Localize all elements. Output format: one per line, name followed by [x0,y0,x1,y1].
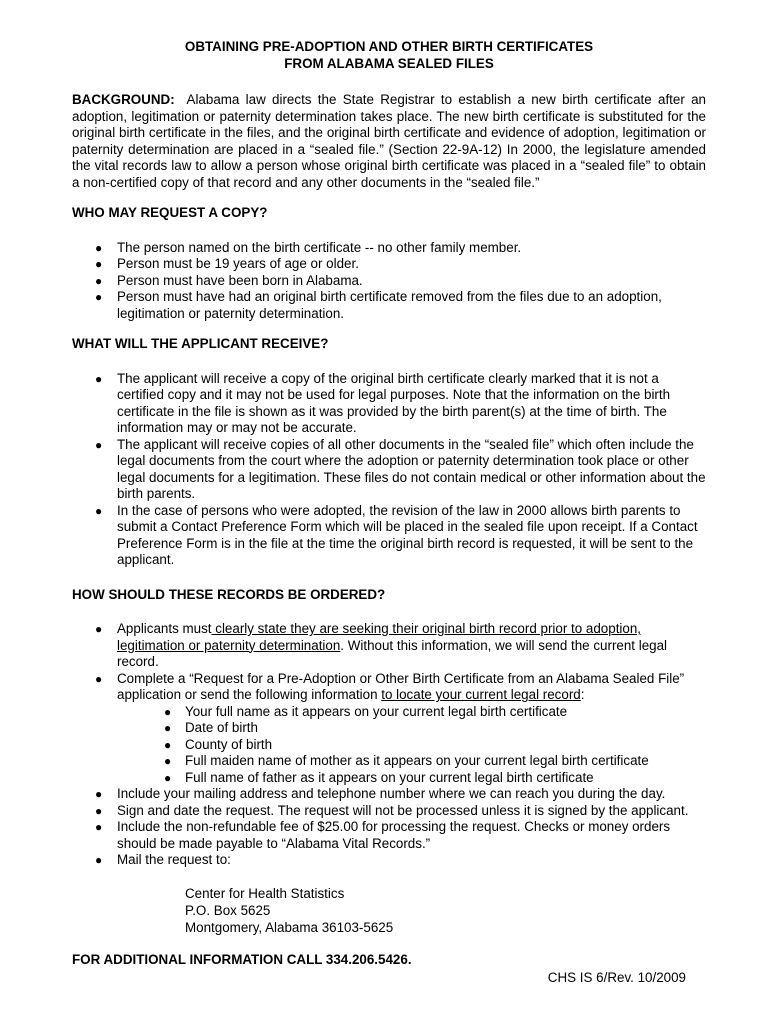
who-heading: WHO MAY REQUEST A COPY? [72,205,268,220]
receive-list [72,371,706,569]
address-line-1: Center for Health Statistics [185,885,345,901]
list-item: ● The applicant will receive a copy of the original birth certificate clearly marked that it is not a certified copy and it may not be used for legal purposes. Note that the information on the birth certificate in the file is shown as it was provided by the birth parent(s) at the time of birth. The information may or may not be accurate. [72,371,706,437]
list-item: ● Sign and date the request. The request will not be processed unless it is signed by the applicant. [72,803,706,820]
document-page [72,38,706,987]
sub-list-item: ● Full name of father as it appears on your current legal birth certificate [72,770,706,787]
sub-list-item: ● County of birth [72,737,706,754]
list-item: ● Person must be 19 years of age or older. [72,256,706,273]
additional-info-phone: FOR ADDITIONAL INFORMATION CALL 334.206.5426. [72,951,412,967]
order-list [72,621,706,704]
background-text: Alabama law directs the State Registrar to establish a new birth certificate after an adoption, legitimation or paternity determination takes place. The new birth certificate is substituted for the original birth certificate in the files, and the original birth certificate and evidence of adoption, legitimation or paternity determination are placed in a “sealed file.” (Section 22-9A-12) In 2000, the legislature amended the vital records law to allow a person whose original birth certificate was placed in a “sealed file” to obtain a non-certified copy of that record and any other documents in the “sealed file.” [72,92,706,190]
list-item: ● Include your mailing address and telephone number where we can reach you during the day. [72,786,706,803]
order-item1-post: . Without this information, we will send the current legal record. [117,637,668,669]
list-item: ● The person named on the birth certificate -- no other family member. [72,240,706,257]
order-item1-pre: Applicants must [117,621,212,636]
list-item: ● Include the non-refundable fee of $25.00 for processing the request. Checks or money orders should be made payable to “Alabama Vital Records.” [72,819,706,852]
order-item2-underlined: to locate your current legal record [381,687,581,702]
who-list [72,240,706,323]
order-list-rest [72,786,706,869]
list-item: ● Person must have been born in Alabama. [72,273,706,290]
list-item [72,621,706,671]
address-line-3: Montgomery, Alabama 36103-5625 [185,919,394,935]
list-item: ● Person must have had an original birth certificate removed from the files due to an adoption, legitimation or paternity determination. [72,289,706,322]
list-item: ● The applicant will receive copies of all other documents in the “sealed file” which often include the legal documents from the court where the adoption or paternity determination took place or other legal documents for a legitimation. These files do not contain medical or other information about the birth parents. [72,437,706,503]
background-paragraph [72,92,706,191]
mailing-address [185,885,706,936]
sub-list-item: ● Date of birth [72,720,706,737]
document-title-line-1: OBTAINING PRE-ADOPTION AND OTHER BIRTH CERTIFICATES [184,39,594,54]
receive-heading: WHAT WILL THE APPLICANT RECEIVE? [72,336,329,351]
order-item2-post: : [580,687,585,702]
order-heading: HOW SHOULD THESE RECORDS BE ORDERED? [72,586,386,602]
order-item1-underlined: clearly state they are seeking their original birth record prior to adoption, legitimation or paternity determination [117,621,641,653]
background-label: BACKGROUND: [72,92,175,107]
list-item: ● In the case of persons who were adopted, the revision of the law in 2000 allows birth parents to submit a Contact Preference Form which will be placed in the sealed file upon receipt. If a Contact Preference Form is in the file at the time the original birth record is requested, it will be sent to the applicant. [72,503,706,569]
address-line-2: P.O. Box 5625 [185,902,271,918]
revision-code: CHS IS 6/Rev. 10/2009 [547,970,686,985]
order-sub-list [72,704,706,787]
order-item2-pre: Complete a “Request for a Pre-Adoption or Other Birth Certificate from an Alabama Sealed File” application or send the following information [117,670,685,702]
sub-list-item: ● Your full name as it appears on your current legal birth certificate [72,704,706,721]
list-item: ● Mail the request to: [72,852,706,869]
document-title-line-2: FROM ALABAMA SEALED FILES [284,56,494,71]
sub-list-item: ● Full maiden name of mother as it appears on your current legal birth certificate [72,753,706,770]
list-item [72,671,706,704]
